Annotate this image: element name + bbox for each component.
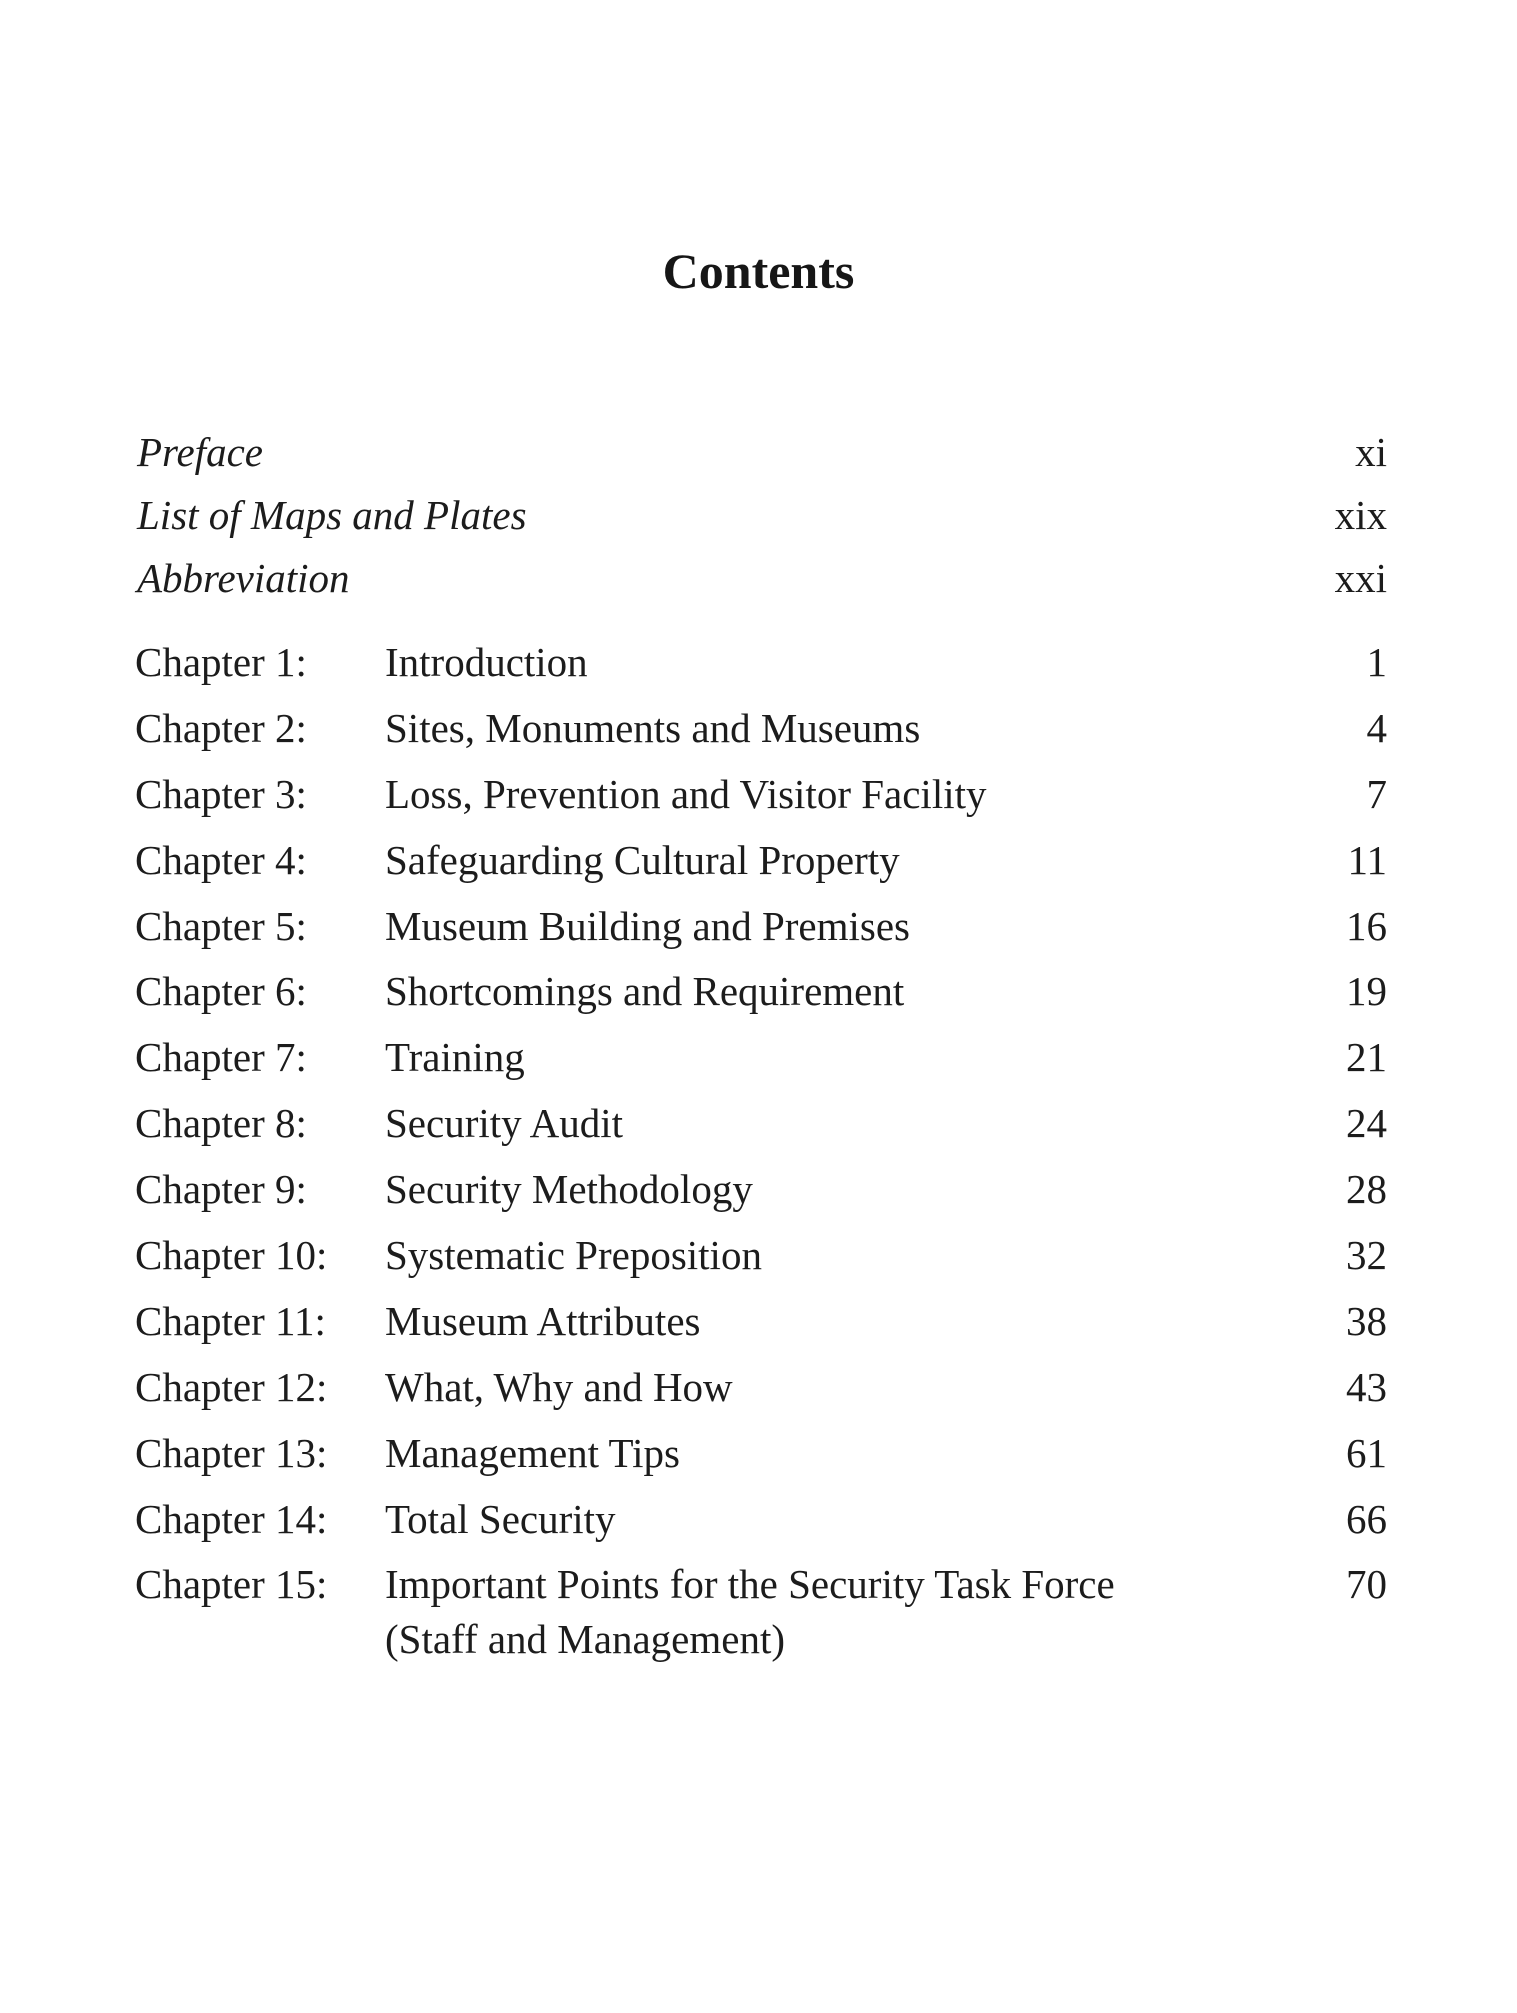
- front-matter-title: Abbreviation: [137, 555, 350, 601]
- chapter-page: 32: [1346, 1232, 1387, 1279]
- chapter-page: 1: [1366, 639, 1387, 685]
- front-matter-page: xix: [1334, 492, 1387, 538]
- chapter-label: Chapter 8:: [135, 1100, 307, 1147]
- chapter-entry[interactable]: [135, 1025, 1387, 1091]
- chapter-entry[interactable]: [135, 630, 1387, 696]
- chapter-page: 66: [1346, 1495, 1387, 1542]
- chapter-entry[interactable]: [135, 1289, 1387, 1355]
- chapter-label: Chapter 6:: [135, 968, 307, 1015]
- front-matter-title: List of Maps and Plates: [137, 492, 527, 538]
- front-matter-item-preface[interactable]: [137, 421, 1387, 484]
- chapter-title: Training: [385, 1034, 525, 1081]
- chapter-entry[interactable]: [135, 1355, 1387, 1421]
- chapter-page: 7: [1366, 770, 1387, 817]
- front-matter-page: xi: [1355, 429, 1387, 475]
- chapter-page: 70: [1346, 1561, 1387, 1608]
- chapter-page: 38: [1346, 1297, 1387, 1344]
- chapter-label: Chapter 1:: [135, 639, 307, 685]
- chapter-entry[interactable]: [135, 1223, 1387, 1289]
- chapter-entry[interactable]: [135, 762, 1387, 828]
- chapter-title: Museum Building and Premises: [385, 902, 911, 949]
- chapter-title: What, Why and How: [385, 1363, 733, 1410]
- chapter-page: 28: [1346, 1166, 1387, 1213]
- chapter-label: Chapter 13:: [135, 1429, 328, 1476]
- chapter-entry[interactable]: [135, 1157, 1387, 1223]
- chapter-title: Total Security: [385, 1495, 616, 1542]
- chapter-label: Chapter 10:: [135, 1232, 328, 1279]
- chapter-page: 16: [1346, 902, 1387, 949]
- chapter-subtitle: (Staff and Management): [385, 1616, 785, 1663]
- chapter-label: Chapter 5:: [135, 902, 307, 949]
- chapter-entry[interactable]: [135, 1091, 1387, 1157]
- chapter-entry[interactable]: [135, 959, 1387, 1025]
- chapter-label: Chapter 2:: [135, 704, 307, 751]
- chapter-entry[interactable]: [135, 828, 1387, 894]
- chapter-entry[interactable]: [135, 1487, 1387, 1553]
- chapter-title-block: [385, 1557, 1297, 1667]
- chapter-label: Chapter 12:: [135, 1363, 328, 1410]
- chapter-page: 4: [1366, 704, 1387, 751]
- chapter-entry[interactable]: [135, 1552, 1387, 1667]
- chapter-label: Chapter 11:: [135, 1297, 326, 1344]
- chapter-label: Chapter 9:: [135, 1166, 307, 1213]
- chapter-label: Chapter 3:: [135, 770, 307, 817]
- chapter-entry[interactable]: [135, 1421, 1387, 1487]
- chapter-page: 61: [1346, 1429, 1387, 1476]
- front-matter-page: xxi: [1334, 555, 1387, 601]
- front-matter-title: Preface: [137, 429, 263, 475]
- front-matter-item-list-of-maps[interactable]: [137, 484, 1387, 547]
- chapter-title: Security Methodology: [385, 1166, 753, 1213]
- chapter-title: Loss, Prevention and Visitor Facility: [385, 770, 987, 817]
- chapter-list: [135, 630, 1387, 1667]
- chapter-title: Important Points for the Security Task Force: [385, 1561, 1115, 1608]
- page-title: Contents: [662, 242, 855, 299]
- chapter-page: 19: [1346, 968, 1387, 1015]
- front-matter-item-abbreviation[interactable]: [137, 547, 1387, 610]
- chapter-label: Chapter 7:: [135, 1034, 307, 1081]
- chapter-label: Chapter 15:: [135, 1561, 328, 1608]
- chapter-title: Management Tips: [385, 1429, 680, 1476]
- front-matter-list: [137, 421, 1387, 610]
- chapter-title: Safeguarding Cultural Property: [385, 836, 900, 883]
- chapter-title: Shortcomings and Requirement: [385, 968, 905, 1015]
- chapter-page: 24: [1346, 1100, 1387, 1147]
- chapter-title: Sites, Monuments and Museums: [385, 704, 921, 751]
- chapter-label: Chapter 4:: [135, 836, 307, 883]
- chapter-page: 43: [1346, 1363, 1387, 1410]
- chapter-title: Museum Attributes: [385, 1297, 701, 1344]
- chapter-entry[interactable]: [135, 894, 1387, 960]
- chapter-page: 21: [1346, 1034, 1387, 1081]
- chapter-title: Systematic Preposition: [385, 1232, 762, 1279]
- chapter-title: Security Audit: [385, 1100, 624, 1147]
- chapter-entry[interactable]: [135, 696, 1387, 762]
- chapter-title: Introduction: [385, 639, 588, 685]
- chapter-page: 11: [1347, 836, 1387, 883]
- chapter-label: Chapter 14:: [135, 1495, 328, 1542]
